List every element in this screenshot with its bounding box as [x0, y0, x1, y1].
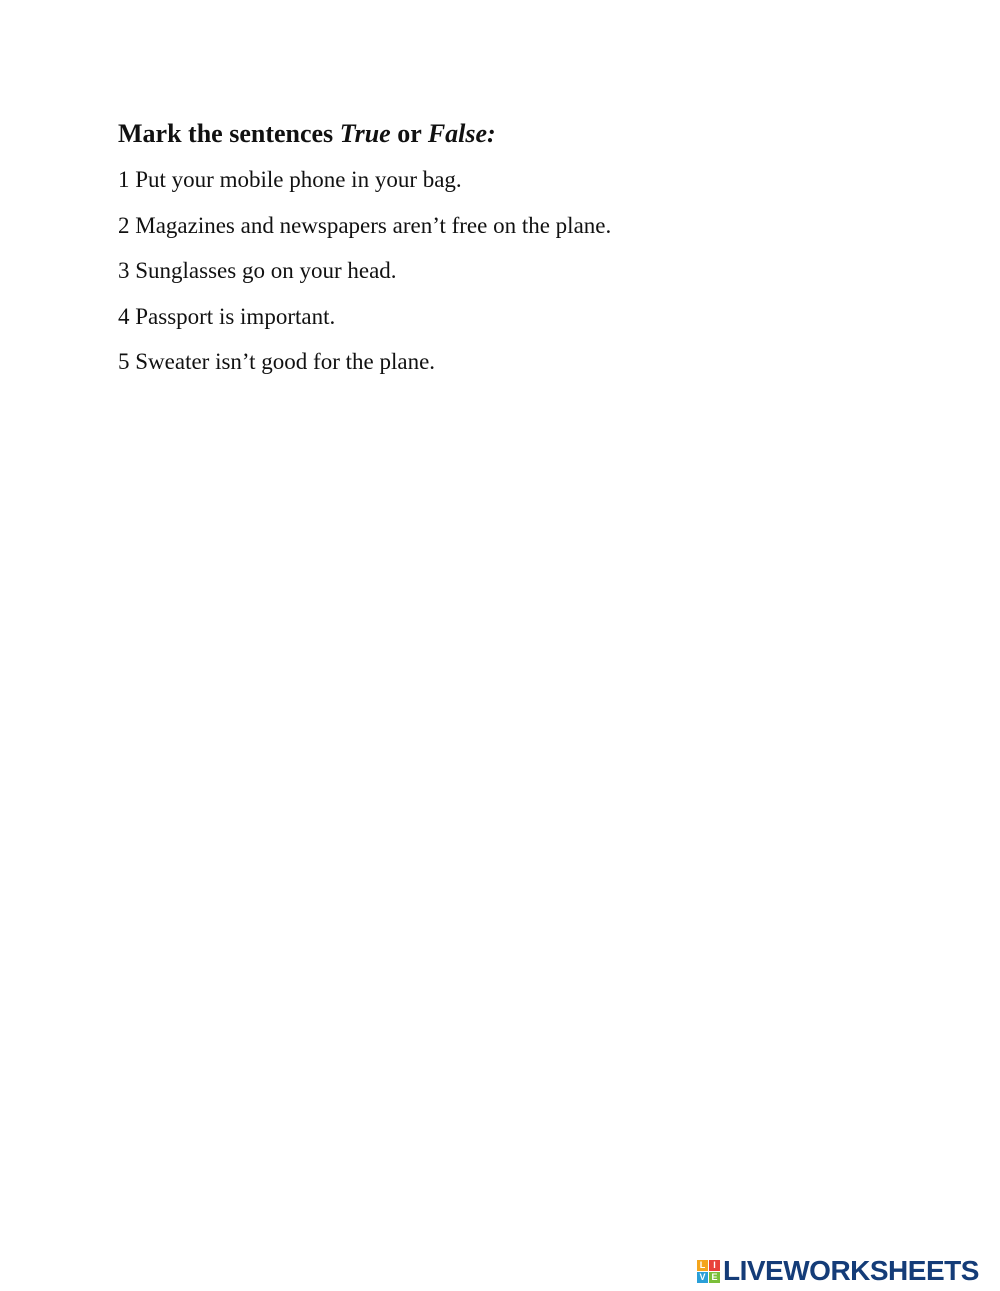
worksheet: [118, 114, 938, 385]
sentence-item: 1 Put your mobile phone in your bag.: [118, 167, 462, 192]
logo-mark-tile: L: [697, 1260, 708, 1271]
heading-true-word: True: [339, 119, 391, 148]
logo-mark-tile: V: [697, 1272, 708, 1283]
heading-connector: or: [390, 119, 428, 148]
logo-mark-icon: [697, 1260, 720, 1283]
sentence-item: 3 Sunglasses go on your head.: [118, 258, 397, 283]
logo-wordmark: LIVEWORKSHEETS: [723, 1255, 979, 1286]
sentence-item: 5 Sweater isn’t good for the plane.: [118, 349, 436, 374]
liveworksheets-logo: [697, 1257, 979, 1285]
sentence-item: 4 Passport is important.: [118, 303, 336, 329]
heading-prefix: Mark the sentences: [118, 119, 340, 148]
logo-mark-tile: E: [709, 1272, 720, 1283]
heading-false-word: False:: [427, 119, 496, 148]
sentence-item: 2 Magazines and newspapers aren’t free on the plane.: [118, 212, 612, 238]
logo-mark-tile: I: [709, 1260, 720, 1271]
instructions-heading: [118, 114, 938, 154]
